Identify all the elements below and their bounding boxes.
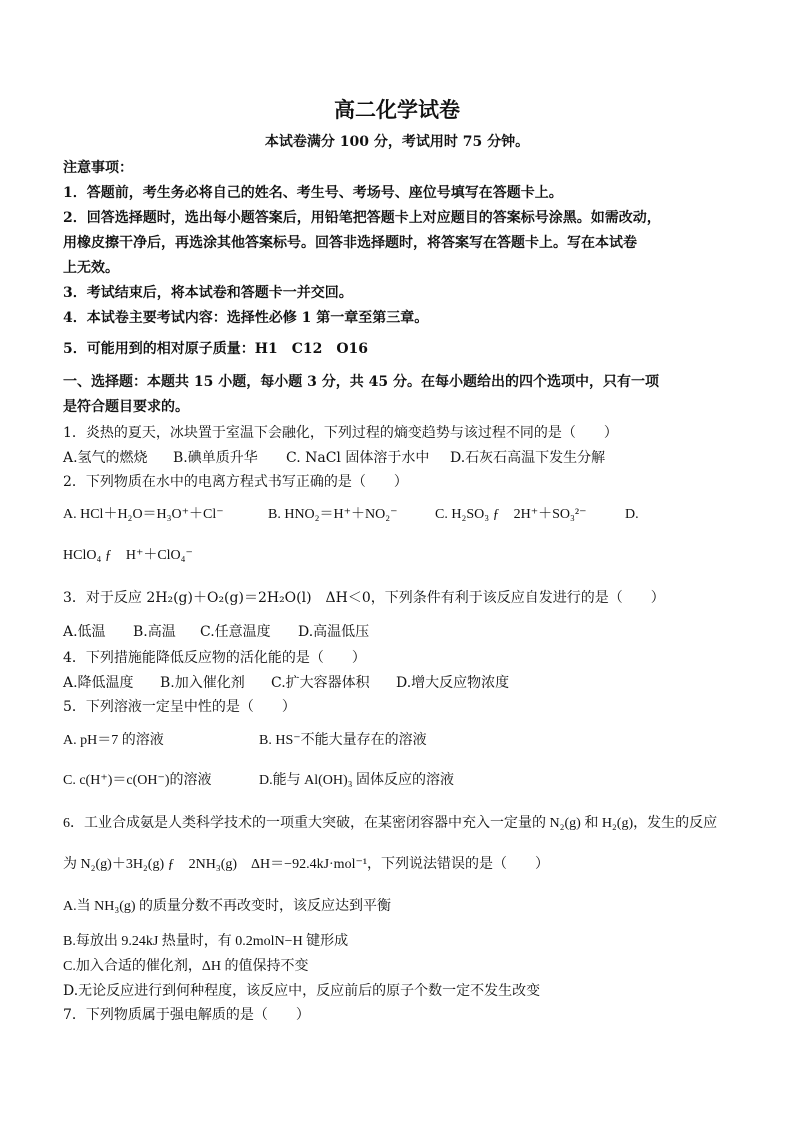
question-1-options	[63, 448, 605, 468]
option-a: A.氢气的燃烧	[63, 450, 148, 466]
option-b: B.每放出 9.24kJ 热量时，有 0.2molN−H 键形成	[63, 934, 349, 949]
question-2-stem: 2．下列物质在水中的电离方程式书写正确的是（ ）	[63, 474, 408, 490]
question-6-stem: 6．工业合成氨是人类科学技术的一项重大突破，在某密闭容器中充入一定量的 N₂(g) 和 H₂(g)，发生的反应	[63, 816, 718, 831]
option-d: D.增大反应物浓度	[396, 675, 510, 691]
page-title: 高二化学试卷	[334, 97, 460, 122]
option-b: B. HS⁻不能大量存在的溶液	[259, 733, 427, 748]
section-heading: 是符合题目要求的。	[63, 399, 189, 415]
option-d: D.高温低压	[298, 624, 370, 640]
option-c: C. NaCl 固体溶于水中	[286, 450, 430, 466]
notice-item: 1．答题前，考生务必将自己的姓名、考生号、考场号、座位号填写在答题卡上。	[63, 185, 563, 201]
question-4-options	[63, 673, 509, 693]
option-d: D.能与 Al(OH)₃ 固体反应的溶液	[259, 773, 455, 788]
notice-item: 5．可能用到的相对原子质量：H1 C12 O16	[63, 341, 369, 357]
notice-item: 用橡皮擦干净后，再选涂其他答案标号。回答非选择题时，将答案写在答题卡上。写在本试卷	[63, 235, 637, 251]
option-c: C.扩大容器体积	[271, 675, 370, 691]
option-a: A.降低温度	[63, 675, 134, 691]
option-d-label: D.	[625, 507, 639, 522]
option-a: A. HCl＋H₂O＝H₃O⁺＋Cl⁻	[63, 507, 224, 522]
question-1-stem: 1．炎热的夏天，冰块置于室温下会融化，下列过程的熵变趋势与该过程不同的是（ ）	[63, 425, 618, 441]
notice-item: 2．回答选择题时，选出每小题答案后，用铅笔把答题卡上对应题目的答案标号涂黑。如需改动，	[63, 210, 661, 226]
option-c: C.加入合适的催化剂，ΔH 的值保持不变	[63, 959, 309, 974]
option-a: A. pH＝7 的溶液	[63, 733, 164, 748]
question-6-stem: 为 N₂(g)＋3H₂(g) ƒ 2NH₃(g) ΔH＝−92.4kJ·mol⁻¹，下列说法错误的是（ ）	[63, 857, 550, 872]
question-7-stem: 7．下列物质属于强电解质的是（ ）	[63, 1007, 310, 1023]
option-c: C. c(H⁺)＝c(OH⁻)的溶液	[63, 773, 212, 788]
notice-heading: 注意事项：	[63, 160, 133, 176]
option-c: C. H₂SO₃ ƒ 2H⁺＋SO₃²⁻	[435, 507, 587, 522]
question-5-cd	[63, 771, 454, 791]
option-b: B.高温	[133, 624, 176, 640]
option-b: B.加入催化剂	[160, 675, 245, 691]
option-d: HClO₄ ƒ H⁺＋ClO₄⁻	[63, 548, 193, 563]
exam-info: 本试卷满分 100 分，考试用时 75 分钟。	[264, 134, 530, 150]
question-2-options	[63, 505, 639, 525]
option-a: A.当 NH₃(g) 的质量分数不再改变时，该反应达到平衡	[63, 899, 392, 914]
option-a: A.低温	[63, 624, 106, 640]
question-3-options	[63, 622, 369, 642]
notice-item: 上无效。	[63, 260, 119, 276]
option-b: B.碘单质升华	[173, 450, 258, 466]
question-5-stem: 5．下列溶液一定呈中性的是（ ）	[63, 699, 296, 715]
option-d: D.无论反应进行到何种程度，该反应中，反应前后的原子个数一定不发生改变	[63, 983, 541, 999]
question-4-stem: 4．下列措施能降低反应物的活化能的是（ ）	[63, 650, 366, 666]
notice-item: 3．考试结束后，将本试卷和答题卡一并交回。	[63, 285, 353, 301]
question-3-stem: 3．对于反应 2H₂(g)＋O₂(g)＝2H₂O(l) ΔH＜0，下列条件有利于该反应自发进行的是（ ）	[63, 590, 665, 606]
question-5-ab	[63, 731, 427, 751]
option-b: B. HNO₂＝H⁺＋NO₂⁻	[268, 507, 398, 522]
notice-item: 4．本试卷主要考试内容：选择性必修 1 第一章至第三章。	[63, 310, 429, 326]
section-heading: 一、选择题：本题共 15 小题，每小题 3 分，共 45 分。在每小题给出的四个选项中，只有一项	[63, 374, 659, 390]
option-c: C.任意温度	[200, 624, 271, 640]
option-d: D.石灰石高温下发生分解	[450, 450, 606, 466]
